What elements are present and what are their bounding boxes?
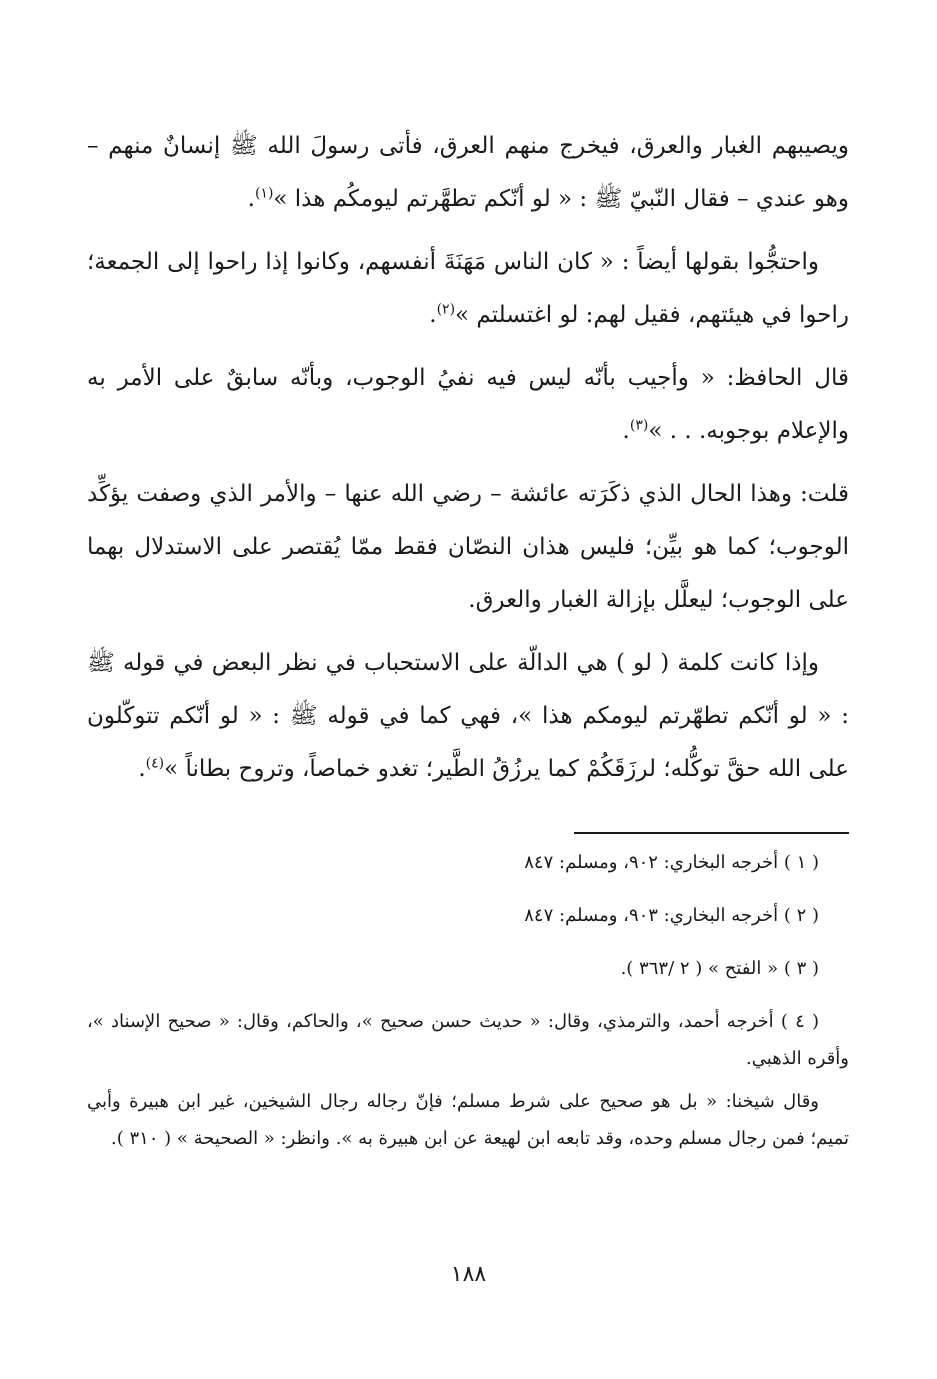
footnote-2: ( ٢ ) أخرجه البخاري: ٩٠٣، ومسلم: ٨٤٧ (524, 905, 819, 926)
paragraph-2-text: واحتجُّوا بقولها أيضاً : « كان الناس مَهَنَةَ أنفسهم، وكانوا إذا راحوا إلى الجمعة؛ راحوا في هيئتهم، فقيل لهم: لو اغتسلتم » (87, 249, 849, 328)
page-number: ١٨٨ (450, 1262, 487, 1287)
footnote-4: ( ٤ ) أخرجه أحمد، والترمذي، وقال: « حديث حسن صحيح »، والحاكم، وقال: « صحيح الإسناد »، وأقره الذهبي. (87, 1011, 849, 1069)
footnote-ref-2: (٢) (436, 301, 456, 318)
paragraph-1 (87, 120, 849, 226)
paragraph-2-end: . (429, 302, 437, 328)
main-text (87, 120, 849, 806)
paragraph-3-text: قال الحافظ: « وأجيب بأنّه ليس فيه نفيُ الوجوب، وبأنّه سابقٌ على الأمر به والإعلام بوجوبه. . . » (87, 365, 849, 444)
footnote-ref-4: (٤) (145, 755, 165, 772)
footnote-4-continuation: وقال شيخنا: « بل هو صحيح على شرط مسلم؛ فإنّ رجاله رجال الشيخين، غير ابن هبيرة وأبي تميم؛ فمن رجال مسلم وحده، وقد تابعه ابن لهيعة عن ابن هبيرة به ». وانظر: « الصحيحة » ( ٣١٠ ). (87, 1091, 849, 1149)
paragraph-4 (87, 468, 849, 627)
paragraph-2 (87, 236, 849, 342)
paragraph-1-text: ويصيبهم الغبار والعرق، فيخرج منهم العرق، فأتى رسولَ الله ﷺ إنسانٌ منهم – وهو عندي – فقال النّبيّ ﷺ : « لو أنّكم تطهَّرتم ليومكُم هذا » (87, 133, 849, 212)
footnote-divider (574, 832, 849, 834)
paragraph-5-end: . (138, 756, 146, 782)
footnote-1: ( ١ ) أخرجه البخاري: ٩٠٢، ومسلم: ٨٤٧ (524, 852, 819, 873)
footnote-3: ( ٣ ) « الفتح » ( ٢ /٣٦٣ ). (620, 958, 819, 979)
footnote-ref-1: (١) (254, 185, 274, 202)
paragraph-1-end: . (247, 186, 255, 212)
footnotes (87, 844, 849, 1173)
paragraph-4-text: قلت: وهذا الحال الذي ذكَرَته عائشة – رضي الله عنها – والأمر الذي وصفت يؤكِّد الوجوب؛ كما هو بيِّن؛ فليس هذان النصّان فقط ممّا يُقتصر على الاستدلال بهما على الوجوب؛ ليعلَّل بإزالة الغبار والعرق. (87, 481, 849, 613)
paragraph-5 (87, 637, 849, 796)
paragraph-3-end: . (622, 418, 630, 444)
footnote-ref-3: (٣) (629, 417, 649, 434)
paragraph-3 (87, 352, 849, 458)
paragraph-5-text: وإذا كانت كلمة ( لو ) هي الدالّة على الاستحباب في نظر البعض في قوله ﷺ : « لو أنّكم تطهّرتم ليومكم هذا »، فهي كما في قوله ﷺ : « لو أنّكم تتوكّلون على الله حقَّ توكُّله؛ لرزَقَكُمْ كما يرزُقُ الطَّير؛ تغدو خماصاً، وتروح بطاناً » (87, 650, 849, 782)
